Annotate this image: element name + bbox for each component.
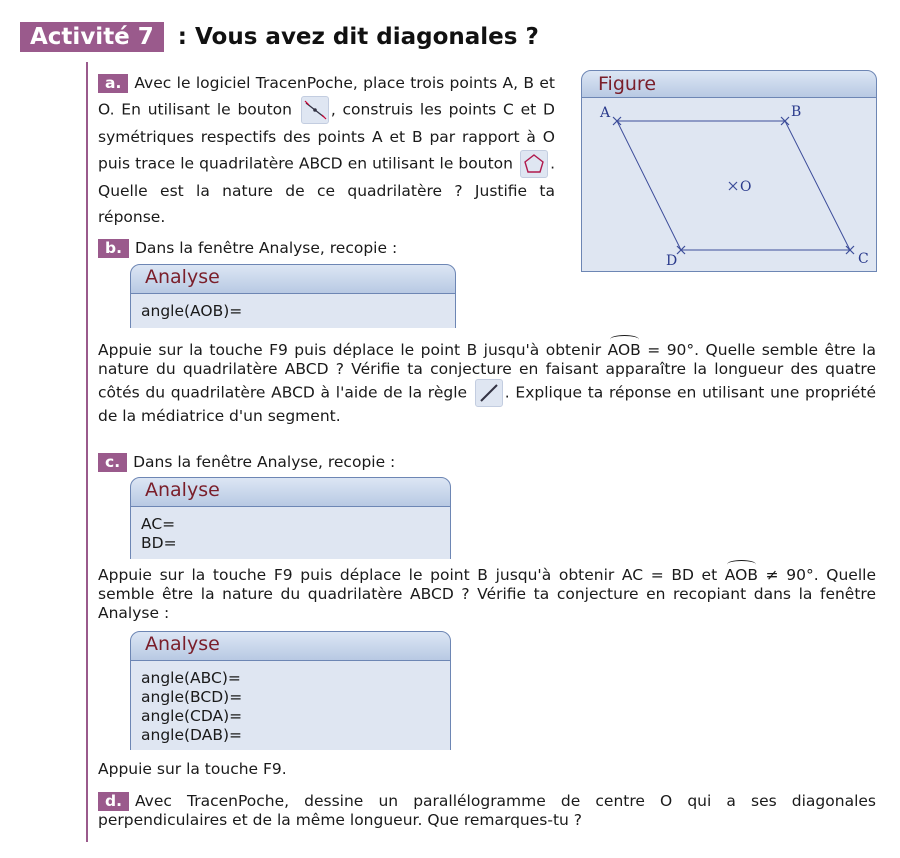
analyse-panel-b-header <box>130 264 456 294</box>
part-b-text-2: = 90°. Quelle semble être la nature du quadrilatère ABCD ? Vérifie ta conjecture en faisant apparaître la longueur des quatre côtés du quadrilatère ABCD à l'aide de la règle <box>98 341 876 402</box>
part-b-text: Dans la fenêtre Analyse, recopie : <box>134 239 398 257</box>
analyse-panel-c2-body <box>130 661 451 750</box>
angle-aob-c: AOB <box>724 566 758 584</box>
part-b-text-3: . Explique ta réponse en utilisant une propriété de la médiatrice d'un segment. <box>98 383 876 425</box>
analyse-panel-c1 <box>130 477 451 559</box>
analyse-line: angle(CDA)= <box>141 707 243 725</box>
part-d-text: Avec TracenPoche, dessine un parallélogramme de centre O qui a ses diagonales perpendiculaires et de la même longueur. Que remarques-tu ? <box>98 792 876 829</box>
part-c-text-1: Appuie sur la touche F9 puis déplace le point B jusqu'à obtenir AC = BD et <box>98 566 718 584</box>
part-a-text-2: , construis les points C et D symétriques respectifs des points A et B par rapport à O puis trace le quadrilatère ABCD en utilisant le bouton <box>98 100 555 173</box>
analyse-line: angle(ABC)= <box>141 669 241 687</box>
part-c-text: Dans la fenêtre Analyse, recopie : <box>133 453 396 471</box>
part-c-intro <box>98 450 578 474</box>
angle-aob: AOB <box>607 341 641 359</box>
figure-panel <box>581 70 877 272</box>
point-d-label: D <box>666 253 678 269</box>
analyse-line: angle(AOB)= <box>141 302 243 320</box>
figure-panel-header <box>581 70 877 98</box>
part-a-label: a. <box>98 74 128 93</box>
part-c-label: c. <box>98 453 127 472</box>
point-a-label: A <box>600 105 611 121</box>
analyse-panel-c1-title: Analyse <box>145 479 220 501</box>
activity-badge: Activité 7 <box>20 22 164 52</box>
part-c-text-3: Appuie sur la touche F9. <box>98 760 287 778</box>
analyse-panel-c2 <box>130 631 451 750</box>
part-a-text-1: Avec le logiciel TracenPoche, place trois points A, B et O. En utilisant le bouton <box>98 74 555 119</box>
part-a <box>98 70 555 230</box>
activity-header <box>20 22 539 52</box>
part-b-instructions <box>98 341 876 426</box>
analyse-line: BD= <box>141 534 177 552</box>
analyse-panel-c1-header <box>130 477 451 507</box>
analyse-line: AC= <box>141 515 176 533</box>
polygon-tool-icon <box>520 150 548 178</box>
point-o-label: O <box>740 179 752 195</box>
parallelogram-figure <box>581 98 877 272</box>
analyse-panel-b-title: Analyse <box>145 266 220 288</box>
analyse-line: angle(DAB)= <box>141 726 242 744</box>
part-b-text-1: Appuie sur la touche F9 puis déplace le point B jusqu'à obtenir <box>98 341 602 359</box>
ruler-tool-icon <box>475 379 503 407</box>
part-a-text-3: . Quelle est la nature de ce quadrilatère ? Justifie ta réponse. <box>98 154 555 226</box>
analyse-panel-b-body <box>130 294 456 328</box>
figure-panel-title: Figure <box>598 73 657 95</box>
activity-title: : Vous avez dit diagonales ? <box>177 24 539 50</box>
part-b-intro <box>98 236 578 260</box>
part-c-final <box>98 757 498 781</box>
analyse-panel-c2-title: Analyse <box>145 633 220 655</box>
part-d <box>98 792 876 830</box>
analyse-panel-c2-header <box>130 631 451 661</box>
analyse-panel-c1-body <box>130 507 451 559</box>
part-c-text-2: ≠ 90°. Quelle semble être la nature du quadrilatère ABCD ? Vérifie ta conjecture en recopiant dans la fenêtre Analyse : <box>98 566 876 622</box>
analyse-line: angle(BCD)= <box>141 688 243 706</box>
analyse-panel-b <box>130 264 456 328</box>
point-c-label: C <box>858 251 869 267</box>
part-c-instructions <box>98 566 876 623</box>
point-symmetry-tool-icon <box>301 96 329 124</box>
point-b-label: B <box>791 104 802 120</box>
part-d-label: d. <box>98 792 129 811</box>
margin-rule <box>86 62 88 842</box>
part-b-label: b. <box>98 239 129 258</box>
